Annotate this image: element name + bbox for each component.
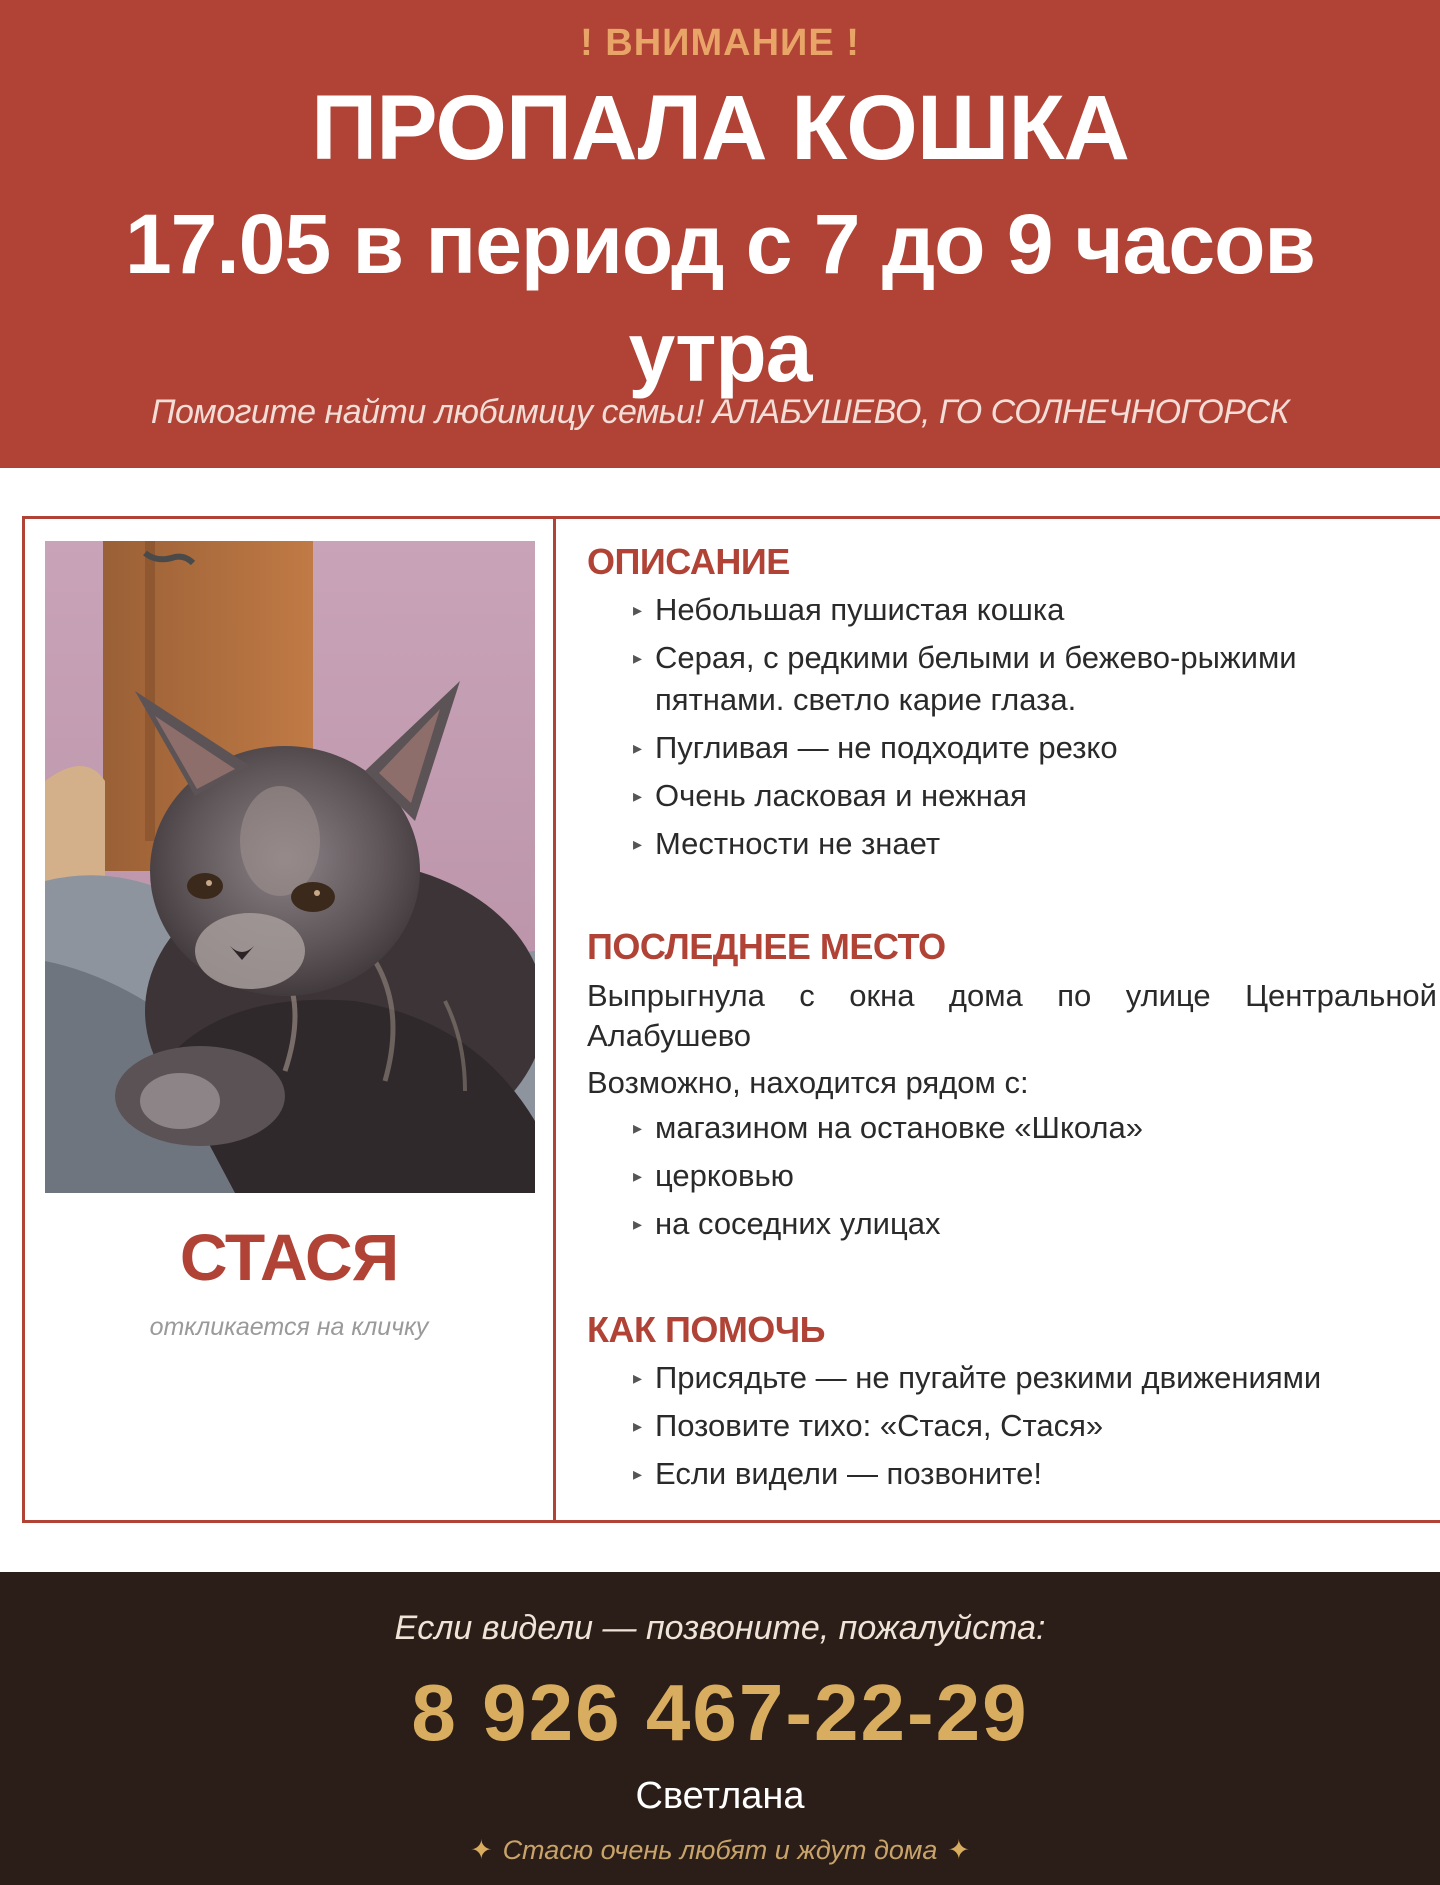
- date-line: 17.05 в период с 7 до 9 часов утра: [124, 197, 1316, 399]
- list-item: ▸ Местности не знает: [633, 823, 1393, 865]
- header-banner: [0, 0, 1440, 468]
- info-card: [22, 516, 1440, 1523]
- attention-label: ! ВНИМАНИЕ !: [580, 22, 860, 64]
- call-prompt: Если видели — позвоните, пожалуйста:: [394, 1609, 1046, 1647]
- info-column: [587, 519, 1440, 1520]
- list-item: ▸ на соседних улицах: [633, 1203, 1143, 1245]
- star-icon: ✦: [469, 1835, 493, 1865]
- last-place-title: ПОСЛЕДНЕЕ МЕСТО: [587, 926, 946, 967]
- last-place-text: Выпрыгнула с окна дома по улице Центральной Алабушево: [587, 978, 1437, 1053]
- how-to-help-list: [633, 1357, 1321, 1501]
- list-item: ▸ Присядьте — не пугайте резкими движениями: [633, 1357, 1321, 1399]
- contact-footer: [0, 1572, 1440, 1885]
- tagline: Помогите найти любимицу семьи! АЛАБУШЕВО, ГО СОЛНЕЧНОГОРСК: [150, 393, 1290, 431]
- phone-number[interactable]: 8 926 467-22-29: [411, 1668, 1029, 1757]
- page-title: ПРОПАЛА КОШКА: [311, 77, 1129, 179]
- last-place-list: [633, 1107, 1143, 1251]
- footer-note: [0, 1835, 1440, 1866]
- star-icon: ✦: [947, 1835, 971, 1865]
- list-item: ▸ магазином на остановке «Школа»: [633, 1107, 1143, 1149]
- list-item: ▸ Очень ласковая и нежная: [633, 775, 1393, 817]
- list-item: ▸ Пугливая — не подходите резко: [633, 727, 1393, 769]
- last-place-maybe: Возможно, находится рядом с:: [587, 1065, 1029, 1100]
- list-item: ▸ Позовите тихо: «Стася, Стася»: [633, 1405, 1321, 1447]
- list-item: ▸ церковью: [633, 1155, 1143, 1197]
- list-item: ▸ Серая, с редкими белыми и бежево-рыжими пятнами. светло карие глаза.: [633, 637, 1393, 721]
- list-item: ▸ Если видели — позвоните!: [633, 1453, 1321, 1495]
- list-item: ▸ Небольшая пушистая кошка: [633, 589, 1393, 631]
- cat-photo: [45, 541, 535, 1193]
- footer-note-text: Стасю очень любят и ждут дома: [502, 1835, 938, 1865]
- description-title: ОПИСАНИЕ: [587, 541, 790, 582]
- description-list: [633, 589, 1393, 871]
- pet-name-note: откликается на кличку: [149, 1313, 429, 1341]
- contact-name: Светлана: [635, 1775, 805, 1817]
- pet-name: СТАСЯ: [179, 1220, 399, 1294]
- column-divider: [553, 519, 556, 1520]
- how-to-help-title: КАК ПОМОЧЬ: [587, 1309, 825, 1350]
